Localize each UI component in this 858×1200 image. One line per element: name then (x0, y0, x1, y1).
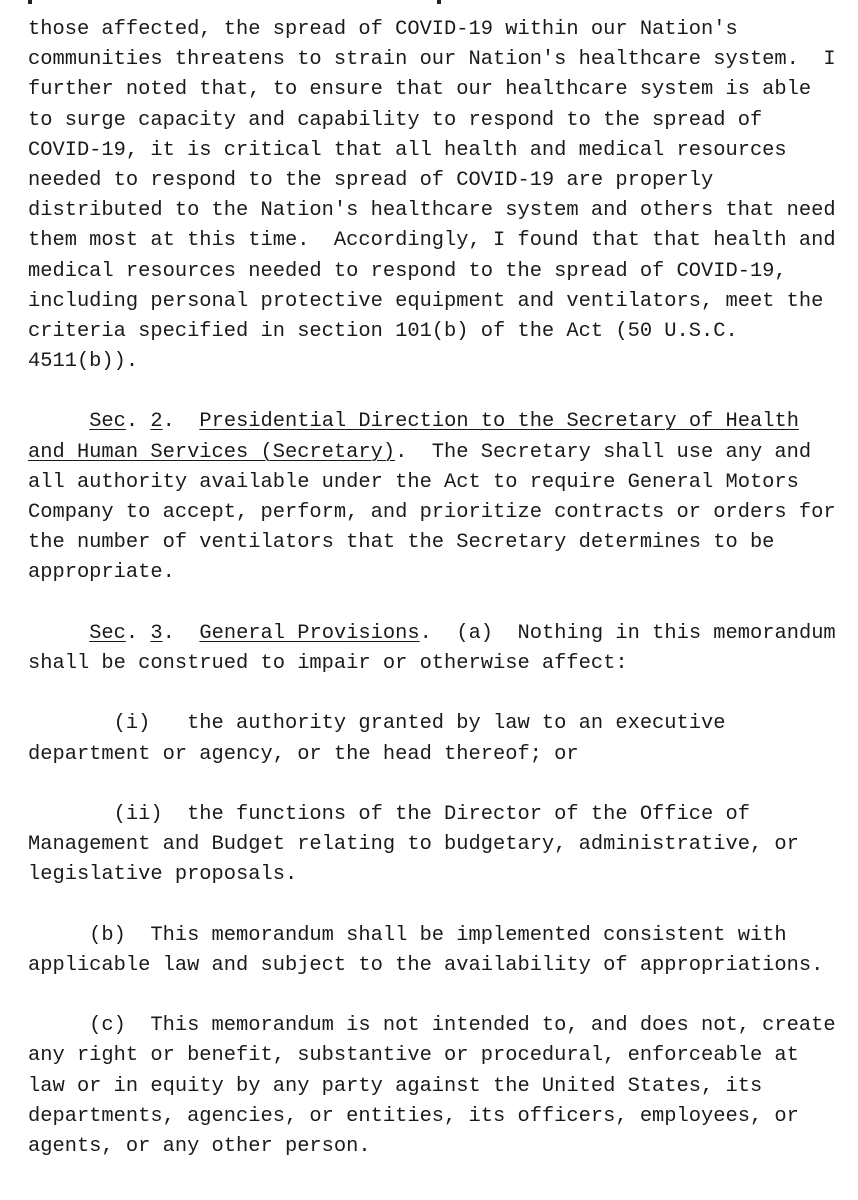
section-3-heading-line (28, 619, 848, 649)
text-line: 4511(b)). (28, 350, 139, 374)
text-line: the number of ventilators that the Secretary determines to be (28, 531, 775, 555)
text-line: shall be construed to impair or otherwise affect: (28, 651, 628, 675)
text-line: including personal protective equipment and ventilators, meet the (28, 289, 824, 313)
section-heading: Presidential Direction to the Secretary of Health (199, 410, 799, 434)
text-line: criteria specified in section 101(b) of the Act (50 U.S.C. (28, 319, 738, 343)
text-line: appropriate. (28, 561, 175, 585)
item-c (28, 1011, 848, 1162)
text-line: distributed to the Nation's healthcare system and others that need (28, 199, 836, 223)
text-line: legislative proposals. (28, 863, 298, 887)
text-line: medical resources needed to respond to the spread of COVID-19, (28, 259, 787, 283)
blank-line (28, 890, 848, 920)
punct: . (125, 621, 151, 645)
blank-line (28, 377, 848, 407)
section-label: Sec (89, 410, 126, 434)
punct: . (125, 410, 151, 434)
section-number: 2 (150, 410, 163, 434)
text-line: needed to respond to the spread of COVID-19 are properly (28, 168, 714, 192)
blank-line (28, 589, 848, 619)
text-line: applicable law and subject to the availability of appropriations. (28, 953, 824, 977)
text-line: to surge capacity and capability to respond to the spread of (28, 108, 763, 132)
text-line: all authority available under the Act to require General Motors (28, 470, 799, 494)
section-text: . (a) Nothing in this memorandum (419, 621, 836, 645)
item-ii (28, 800, 848, 891)
text-line: them most at this time. Accordingly, I found that that health and (28, 229, 836, 253)
blank-line (28, 679, 848, 709)
section-label: Sec (89, 621, 126, 645)
text-line (28, 438, 848, 468)
punct: . (162, 410, 200, 434)
text-line: agents, or any other person. (28, 1134, 371, 1158)
section-3 (28, 619, 848, 1162)
text-line: (ii) the functions of the Director of the Office of (28, 802, 750, 826)
text-line: any right or benefit, substantive or procedural, enforceable at (28, 1044, 799, 1068)
text-line: (c) This memorandum is not intended to, and does not, create (28, 1014, 836, 1038)
item-b (28, 921, 848, 981)
section-2-heading-line (28, 407, 848, 437)
text-line: those affected, the spread of COVID-19 within our Nation's (28, 18, 738, 41)
section-heading-continued: and Human Services (Secretary) (28, 440, 396, 464)
memorandum-document (28, 15, 848, 1162)
page-tick-mark-right (437, 0, 441, 4)
text-line: further noted that, to ensure that our healthcare system is able (28, 78, 812, 102)
text-line: department or agency, or the head thereof; or (28, 742, 579, 766)
text-line: Company to accept, perform, and prioritize contracts or orders for (28, 501, 836, 524)
page-tick-mark-left (28, 0, 32, 4)
indent (28, 410, 89, 433)
text-line: (i) the authority granted by law to an executive (28, 712, 726, 736)
punct: . (162, 621, 200, 645)
section-text: . The Secretary shall use any and (395, 440, 812, 464)
text-line: COVID-19, it is critical that all health and medical resources (28, 138, 787, 162)
section-2 (28, 407, 848, 588)
section-number: 3 (150, 621, 163, 645)
text-line: departments, agencies, or entities, its officers, employees, or (28, 1104, 799, 1128)
section-heading: General Provisions (199, 621, 420, 645)
text-line: (b) This memorandum shall be implemented consistent with (28, 923, 787, 947)
indent (28, 622, 89, 645)
blank-line (28, 770, 848, 800)
text-line: Management and Budget relating to budgetary, administrative, or (28, 833, 799, 857)
blank-line (28, 981, 848, 1011)
item-i (28, 709, 848, 769)
text-line: law or in equity by any party against the United States, its (28, 1074, 763, 1098)
paragraph-continuation (28, 15, 848, 377)
text-line: communities threatens to strain our Nation's healthcare system. I (28, 48, 836, 72)
